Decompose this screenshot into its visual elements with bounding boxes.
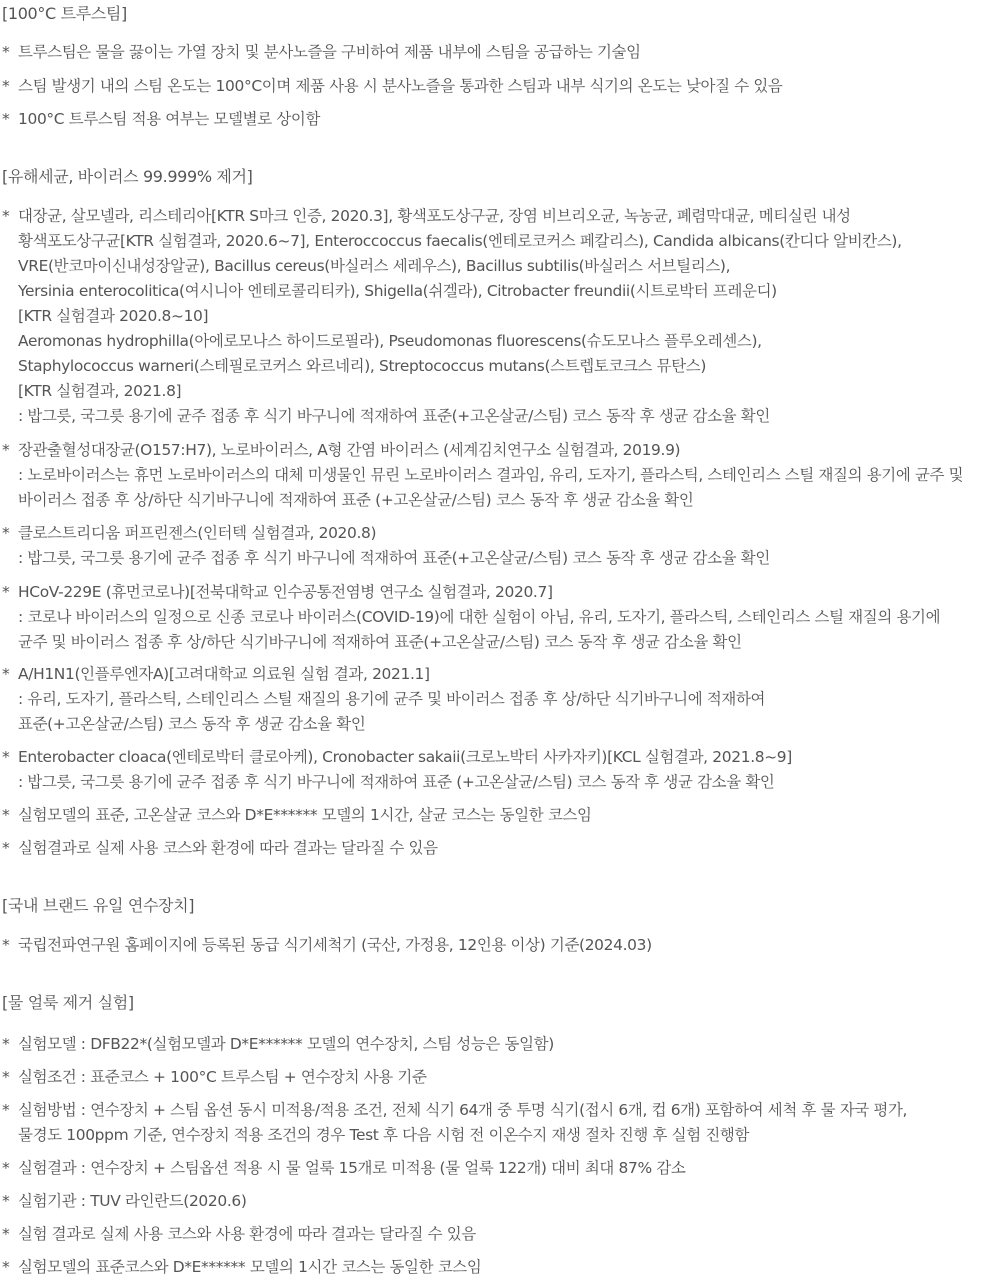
note-line: 바이러스 접종 후 상/하단 식기바구니에 적재하여 표준 (+고온살균/스팀) 코스 동작 후 생균 감소율 확인 xyxy=(18,491,694,509)
bullet-star: * xyxy=(2,207,10,225)
note-line: 대장균, 살모넬라, 리스테리아[KTR S마크 인증, 2020.3], 황색포도상구균, 장염 비브리오균, 녹농균, 폐렴막대균, 메티실린 내성 xyxy=(18,207,851,225)
note-item xyxy=(0,40,1000,65)
bullet-star: * xyxy=(2,1258,10,1276)
note-line: 실험결과로 실제 사용 코스와 환경에 따라 결과는 달라질 수 있음 xyxy=(18,839,438,857)
note-item xyxy=(0,933,1000,958)
bullet-star: * xyxy=(2,441,10,459)
note-item xyxy=(0,1222,1000,1247)
bullet-star: * xyxy=(2,1225,10,1243)
note-item xyxy=(0,1065,1000,1090)
note-line: 실험모델의 표준코스와 D*E****** 모델의 1시간 코스는 동일한 코스임 xyxy=(18,1258,482,1276)
note-line: [KTR 실험결과 2020.8~10] xyxy=(18,307,209,325)
note-line: : 밥그릇, 국그릇 용기에 균주 접종 후 식기 바구니에 적재하여 표준(+고온살균/스팀) 코스 동작 후 생균 감소율 확인 xyxy=(18,407,770,425)
note-item xyxy=(0,1255,1000,1280)
section-title-water-stain-test: [물 얼룩 제거 실험] xyxy=(2,993,134,1012)
note-line: VRE(반코마이신내성장알균), Bacillus cereus(바실러스 세레우스), Bacillus subtilis(바실러스 서브틸리스), xyxy=(18,257,731,275)
note-item xyxy=(0,1032,1000,1057)
bullet-star: * xyxy=(2,936,10,954)
bullet-star: * xyxy=(2,524,10,542)
note-line: Enterobacter cloaca(엔테로박터 클로아케), Cronobacter sakaii(크로노박터 사카자키)[KCL 실험결과, 2021.8~9] xyxy=(18,748,792,766)
bullet-star: * xyxy=(2,748,10,766)
note-line: : 유리, 도자기, 플라스틱, 스테인리스 스틸 재질의 용기에 균주 및 바이러스 접종 후 상/하단 식기바구니에 적재하여 xyxy=(18,690,766,708)
note-line: HCoV-229E (휴먼코로나)[전북대학교 인수공통전염병 연구소 실험결과, 2020.7] xyxy=(18,583,553,601)
note-line: 국립전파연구원 홈페이지에 등록된 동급 식기세척기 (국산, 가정용, 12인용 이상) 기준(2024.03) xyxy=(18,936,652,954)
bullet-star: * xyxy=(2,806,10,824)
note-line: : 노로바이러스는 휴먼 노로바이러스의 대체 미생물인 뮤린 노로바이러스 결과임, 유리, 도자기, 플라스틱, 스테인리스 스틸 재질의 용기에 균주 및 xyxy=(18,466,964,484)
bullet-star: * xyxy=(2,110,10,128)
note-line: Yersinia enterocolitica(여시니아 엔테로콜리티카), Shigella(쉬겔라), Citrobacter freundii(시트로박터 프레운디) xyxy=(18,282,777,300)
note-line: 스팀 발생기 내의 스팀 온도는 100°C이며 제품 사용 시 분사노즐을 통과한 스팀과 내부 식기의 온도는 낮아질 수 있음 xyxy=(18,77,783,95)
note-item xyxy=(0,74,1000,99)
section-title-water-softener: [국내 브랜드 유일 연수장치] xyxy=(2,896,195,915)
bullet-star: * xyxy=(2,43,10,61)
note-item xyxy=(0,107,1000,132)
note-item xyxy=(0,1098,1000,1148)
note-item xyxy=(0,438,1000,513)
note-line: 황색포도상구균[KTR 실험결과, 2020.6~7], Enteroccoccus faecalis(엔테로코커스 페칼리스), Candida albicans(칸디다 알비칸스), xyxy=(18,232,902,250)
note-item xyxy=(0,1156,1000,1181)
note-line: : 밥그릇, 국그릇 용기에 균주 접종 후 식기 바구니에 적재하여 표준(+고온살균/스팀) 코스 동작 후 생균 감소율 확인 xyxy=(18,549,770,567)
note-line: : 밥그릇, 국그릇 용기에 균주 접종 후 식기 바구니에 적재하여 표준 (+고온살균/스팀) 코스 동작 후 생균 감소율 확인 xyxy=(18,773,775,791)
note-item xyxy=(0,521,1000,571)
note-line: Aeromonas hydrophilla(아에로모나스 하이드로필라), Pseudomonas fluorescens(슈도모나스 플루오레센스), xyxy=(18,332,762,350)
note-item xyxy=(0,580,1000,655)
note-line: 실험기관 : TUV 라인란드(2020.6) xyxy=(18,1192,247,1210)
bullet-star: * xyxy=(2,583,10,601)
note-line: 실험조건 : 표준코스 + 100°C 트루스팀 + 연수장치 사용 기준 xyxy=(18,1068,427,1086)
bullet-star: * xyxy=(2,77,10,95)
note-line: [KTR 실험결과, 2021.8] xyxy=(18,382,182,400)
bullet-star: * xyxy=(2,1101,10,1119)
note-item xyxy=(0,836,1000,861)
note-item xyxy=(0,662,1000,737)
note-line: Staphylococcus warneri(스테필로코커스 와르네리), Streptococcus mutans(스트렙토코크스 뮤탄스) xyxy=(18,357,707,375)
note-line: 실험결과 : 연수장치 + 스팀옵션 적용 시 물 얼룩 15개로 미적용 (물 얼룩 122개) 대비 최대 87% 감소 xyxy=(18,1159,686,1177)
note-item xyxy=(0,1189,1000,1214)
section-title-sterilization: [유해세균, 바이러스 99.999% 제거] xyxy=(2,167,253,186)
note-line: A/H1N1(인플루엔자A)[고려대학교 의료원 실험 결과, 2021.1] xyxy=(18,665,430,683)
bullet-star: * xyxy=(2,1192,10,1210)
note-item xyxy=(0,745,1000,795)
note-line: 실험방법 : 연수장치 + 스팀 옵션 동시 미적용/적용 조건, 전체 식기 64개 중 투명 식기(접시 6개, 컵 6개) 포함하여 세척 후 물 자국 평가, xyxy=(18,1101,908,1119)
note-line: 표준(+고온살균/스팀) 코스 동작 후 생균 감소율 확인 xyxy=(18,715,366,733)
bullet-star: * xyxy=(2,1035,10,1053)
note-line: 실험모델의 표준, 고온살균 코스와 D*E****** 모델의 1시간, 살균 코스는 동일한 코스임 xyxy=(18,806,592,824)
section-title-truesteam: [100°C 트루스팀] xyxy=(2,4,127,23)
note-line: 실험 결과로 실제 사용 코스와 사용 환경에 따라 결과는 달라질 수 있음 xyxy=(18,1225,476,1243)
note-line: 클로스트리디움 퍼프린젠스(인터텍 실험결과, 2020.8) xyxy=(18,524,377,542)
note-item xyxy=(0,803,1000,828)
note-item xyxy=(0,204,1000,429)
note-line: : 코로나 바이러스의 일정으로 신종 코로나 바이러스(COVID-19)에 대한 실험이 아님, 유리, 도자기, 플라스틱, 스테인리스 스틸 재질의 용기에 xyxy=(18,608,941,626)
note-line: 트루스팀은 물을 끓이는 가열 장치 및 분사노즐을 구비하여 제품 내부에 스팀을 공급하는 기술임 xyxy=(18,43,641,61)
note-line: 장관출혈성대장균(O157:H7), 노로바이러스, A형 간염 바이러스 (세계김치연구소 실험결과, 2019.9) xyxy=(18,441,681,459)
note-line: 실험모델 : DFB22*(실험모델과 D*E****** 모델의 연수장치, 스팀 성능은 동일함) xyxy=(18,1035,554,1053)
bullet-star: * xyxy=(2,665,10,683)
bullet-star: * xyxy=(2,1068,10,1086)
note-line: 물경도 100ppm 기준, 연수장치 적용 조건의 경우 Test 후 다음 시험 전 이온수지 재생 절차 진행 후 실험 진행함 xyxy=(18,1126,750,1144)
note-line: 균주 및 바이러스 접종 후 상/하단 식기바구니에 적재하여 표준(+고온살균/스팀) 코스 동작 후 생균 감소율 확인 xyxy=(18,633,742,651)
bullet-star: * xyxy=(2,839,10,857)
note-line: 100°C 트루스팀 적용 여부는 모델별로 상이함 xyxy=(18,110,321,128)
bullet-star: * xyxy=(2,1159,10,1177)
